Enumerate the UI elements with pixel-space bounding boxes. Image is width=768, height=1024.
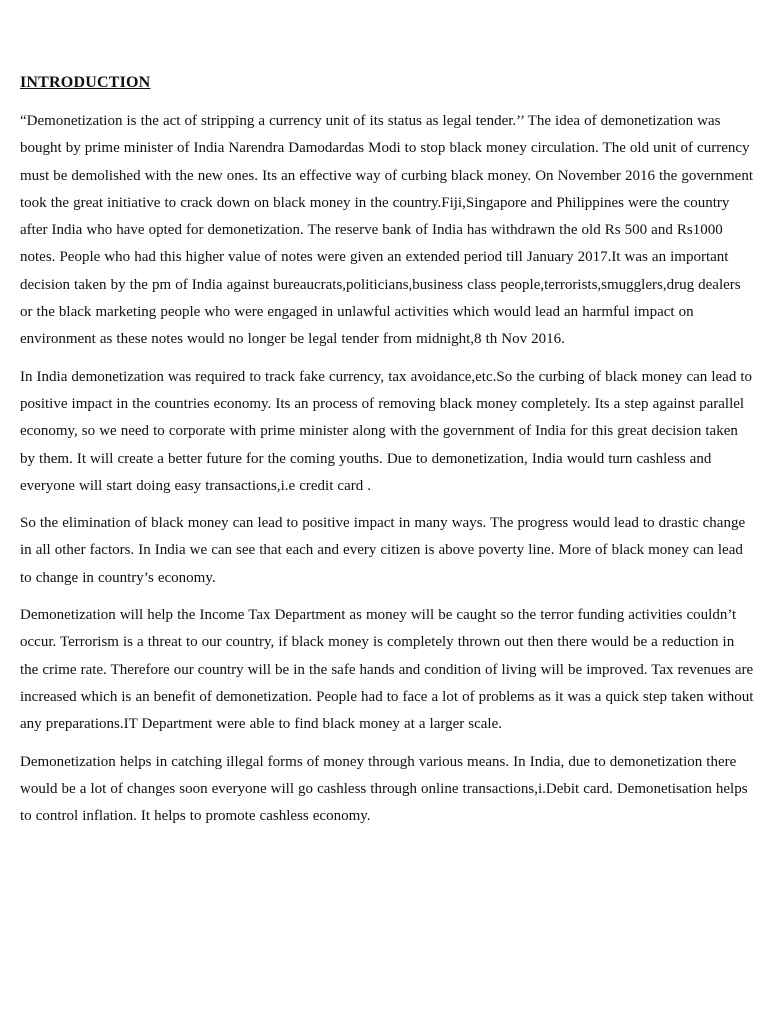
paragraph-need: In India demonetization was required to track fake currency, tax avoidance,etc.So the curbing of black money can lead to positive impact in the countries economy. Its an process of removing black money completely. Its a step against parallel economy, so we need to corporate with prime minister along with the government of India for this great decision taken by them. It will create a better future for the coming youths. Due to demonetization, India would turn cashless and everyone will start doing easy transactions,i.e credit card . [20, 368, 753, 494]
section-heading: INTRODUCTION [20, 74, 151, 91]
paragraph-benefits: Demonetization will help the Income Tax Department as money will be caught so the terror funding activities couldn’t occur. Terrorism is a threat to our country, if black money is completely thrown out then there would be a reduction in the crime rate. Therefore our country will be in the safe hands and condition of living will be improved. Tax revenues are increased which is an benefit of demonetization. People had to face a lot of problems as it was a quick step taken without any preparations.IT Department were able to find black money at a larger scale. [20, 607, 754, 733]
paragraph-definition: “Demonetization is the act of stripping a currency unit of its status as legal tender.’’ The idea of demonetization was bought by prime minister of India Narendra Damodardas Modi to stop black money circulation. The old unit of currency must be demolished with the new ones. Its an effective way of curbing black money. On November 2016 the government took the great initiative to crack down on black money in the country.Fiji,Singapore and Philippines were the country after India who have opted for demonetization. The reserve bank of India has withdrawn the old Rs 500 and Rs1000 notes. People who had this higher value of notes were given an extended period till January 2017.It was an important decision taken by the pm of India against bureaucrats,politicians,business class people,terrorists,smugglers,drug dealers or the black marketing people who were engaged in unlawful activities which would lead an harmful impact on environment as these notes would no longer be legal tender from midnight,8 th Nov 2016. [20, 113, 754, 348]
paragraph-conclusion: Demonetization helps in catching illegal forms of money through various means. In India, due to demonetization there would be a lot of changes soon everyone will go cashless through online transactions,i.Debit card. Demonetisation helps to control inflation. It helps to promote cashless economy. [20, 753, 748, 825]
paragraph-impact: So the elimination of black money can lead to positive impact in many ways. The progress would lead to drastic change in all other factors. In India we can see that each and every citizen is above poverty line. More of black money can lead to change in country’s economy. [20, 515, 746, 586]
